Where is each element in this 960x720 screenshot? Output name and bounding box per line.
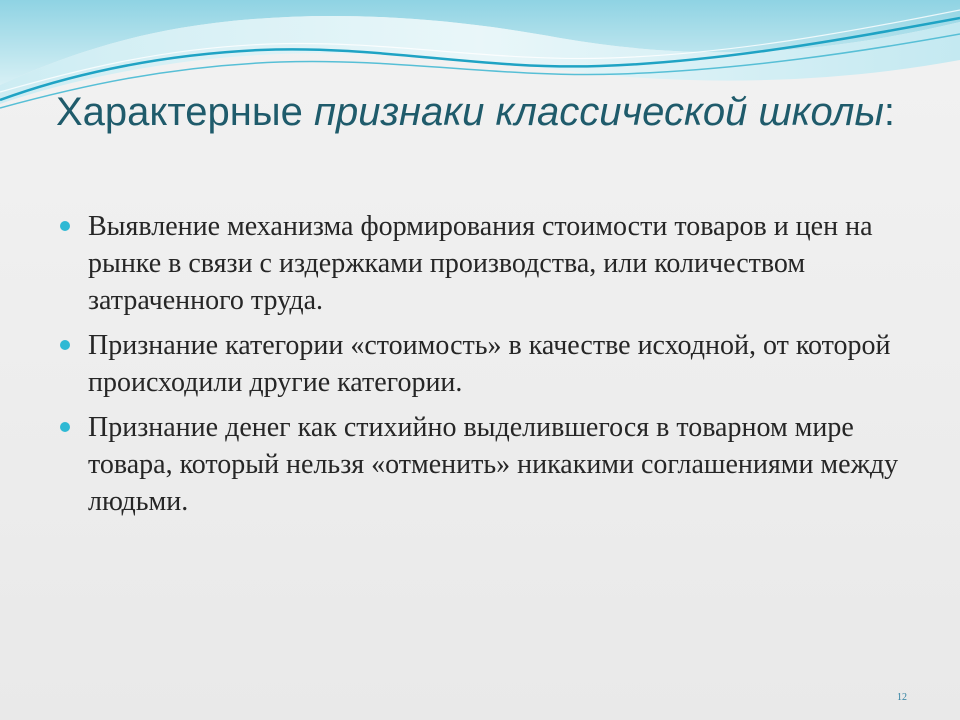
bullet-item: [60, 327, 910, 401]
bullet-text: Признание денег как стихийно выделившегося в товарном мире товара, который нельзя «отменить» никакими соглашениями между людьми.: [88, 412, 899, 517]
bullet-dot-icon: [60, 340, 70, 350]
slide-title: [56, 86, 916, 138]
bullet-text: Признание категории «стоимость» в качестве исходной, от которой происходили другие категории.: [88, 330, 891, 398]
bullet-dot-icon: [60, 221, 70, 231]
bullet-text: Выявление механизма формирования стоимости товаров и цен на рынке в связи с издержками производства, или количеством затраченного труда.: [88, 211, 873, 316]
page-number: 12: [897, 692, 907, 703]
bullet-item: [60, 208, 910, 319]
bullet-list: [60, 208, 910, 528]
bullet-dot-icon: [60, 422, 70, 432]
title-colon: :: [883, 90, 896, 134]
title-italic-text: признаки классической школы: [313, 90, 884, 134]
title-plain-text: Характерные: [56, 90, 314, 134]
bullet-item: [60, 409, 910, 520]
